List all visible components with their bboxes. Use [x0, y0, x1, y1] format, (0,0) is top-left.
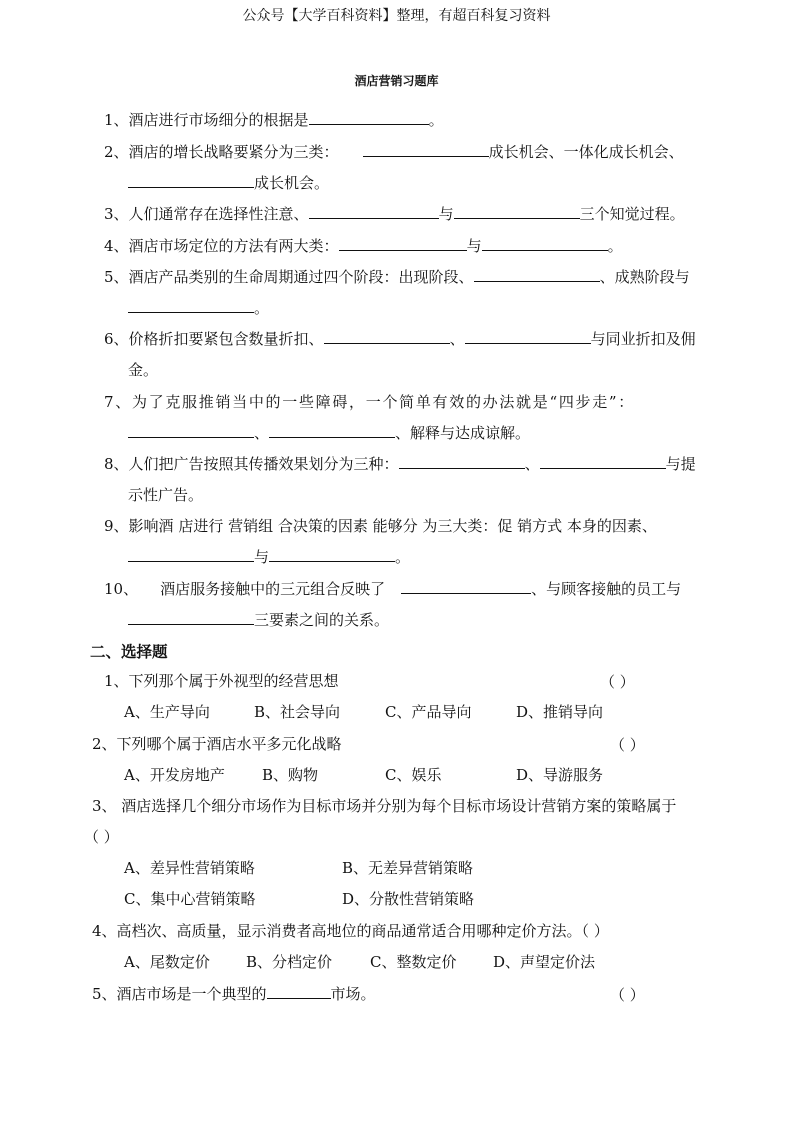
mc-option[interactable]: A、差异性营销策略	[124, 859, 255, 877]
page-title: 酒店营销习题库	[354, 74, 439, 88]
answer-blank[interactable]	[401, 579, 531, 594]
mc-option[interactable]: D、分散性营销策略	[342, 890, 475, 908]
answer-blank[interactable]	[465, 329, 591, 344]
answer-blank[interactable]	[324, 329, 450, 344]
question-text: 三个知觉过程。	[579, 205, 685, 223]
fill-question-5-cont	[128, 298, 269, 318]
question-number: 4、	[104, 237, 129, 255]
answer-blank[interactable]	[339, 236, 467, 251]
question-text: 。	[254, 299, 270, 317]
question-text: 与提	[665, 455, 696, 473]
fill-question-6	[104, 329, 696, 349]
answer-blank[interactable]	[474, 267, 600, 282]
mc-option[interactable]: D、推销导向	[516, 703, 604, 721]
question-text: 、成熟阶段与	[599, 268, 690, 286]
question-text: 与	[438, 205, 454, 223]
fill-question-5	[104, 267, 690, 287]
question-number: 8、	[104, 455, 129, 473]
answer-blank[interactable]	[363, 142, 489, 157]
question-text: 三要素之间的关系。	[254, 611, 390, 629]
answer-parens[interactable]: （ ）	[610, 986, 645, 1004]
mc-question-2: 2、下列哪个属于酒店水平多元化战略	[92, 735, 342, 753]
fill-question-8-cont	[128, 485, 203, 505]
question-text: 酒店市场定位的方法有两大类：	[128, 237, 339, 255]
mc-option[interactable]: D、导游服务	[516, 766, 604, 784]
question-number: 9、	[104, 517, 129, 535]
fill-question-10-cont	[128, 610, 389, 630]
question-number: 6、	[104, 330, 129, 348]
question-text: 人们把广告按照其传播效果划分为三种：	[128, 455, 399, 473]
fill-question-2-cont	[128, 173, 329, 193]
question-text: 与	[254, 548, 270, 566]
question-text: 、	[449, 330, 465, 348]
mc-question-5	[92, 984, 376, 1004]
fill-question-3	[104, 204, 685, 224]
answer-blank[interactable]	[540, 454, 666, 469]
page-header: 公众号【大学百科资料】整理，有超百科复习资料	[242, 8, 551, 24]
mc-option[interactable]: D、声望定价法	[493, 953, 596, 971]
fill-question-7-cont	[128, 423, 530, 443]
question-text: 价格折扣要紧包含数量折扣、	[128, 330, 324, 348]
mc-option[interactable]: C、整数定价	[370, 953, 457, 971]
fill-question-1	[104, 110, 444, 130]
answer-parens[interactable]: （ ）	[84, 828, 119, 846]
answer-blank[interactable]	[399, 454, 525, 469]
question-text: 酒店服务接触中的三元组合反映了	[160, 580, 386, 598]
question-text: 影响酒 店进行 营销组 合决策的因素 能够分 为三大类：促 销方式 本身的因素、	[128, 517, 657, 535]
answer-blank[interactable]	[269, 547, 395, 562]
question-number: 7、	[104, 393, 132, 411]
question-text: 与	[466, 237, 482, 255]
answer-blank[interactable]	[128, 298, 254, 313]
fill-question-9-cont	[128, 547, 410, 567]
question-number: 5、	[104, 268, 129, 286]
answer-blank[interactable]	[269, 423, 395, 438]
answer-blank[interactable]	[128, 547, 254, 562]
fill-question-7	[104, 392, 635, 412]
question-text: 成长机会、一体化成长机会、	[488, 143, 684, 161]
question-text: 示性广告。	[128, 486, 204, 504]
answer-blank[interactable]	[309, 204, 439, 219]
question-text: 、	[524, 455, 540, 473]
mc-option[interactable]: A、尾数定价	[124, 953, 210, 971]
answer-blank[interactable]	[309, 110, 429, 125]
fill-question-6-cont	[128, 360, 158, 380]
mc-option[interactable]: B、分档定价	[246, 953, 333, 971]
question-number: 3、	[104, 205, 129, 223]
question-text: 金。	[128, 361, 159, 379]
answer-blank[interactable]	[128, 610, 254, 625]
section-heading-choice: 二、选择题	[90, 642, 168, 661]
answer-blank[interactable]	[482, 236, 608, 251]
mc-option[interactable]: C、娱乐	[385, 766, 442, 784]
mc-option[interactable]: A、开发房地产	[124, 766, 225, 784]
question-number: 2、	[104, 143, 129, 161]
answer-blank[interactable]	[267, 984, 331, 999]
mc-option[interactable]: B、社会导向	[254, 703, 341, 721]
mc-question-3: 3、 酒店选择几个细分市场作为目标市场并分别为每个目标市场设计营销方案的策略属于	[92, 797, 677, 815]
mc-option[interactable]: B、无差异营销策略	[342, 859, 474, 877]
mc-option[interactable]: C、集中心营销策略	[124, 890, 256, 908]
fill-question-9	[104, 516, 657, 536]
question-text: 。	[607, 237, 623, 255]
question-text: 成长机会。	[254, 174, 330, 192]
question-text: 。	[428, 111, 444, 129]
fill-question-2	[104, 142, 684, 162]
question-text: 与同业折扣及佣	[590, 330, 696, 348]
mc-option[interactable]: C、产品导向	[385, 703, 472, 721]
question-text: 人们通常存在选择性注意、	[128, 205, 309, 223]
question-text: 酒店进行市场细分的根据是	[128, 111, 309, 129]
question-number: 1、	[104, 111, 129, 129]
answer-blank[interactable]	[128, 423, 254, 438]
answer-blank[interactable]	[454, 204, 580, 219]
question-text: 、与顾客接触的员工与	[531, 580, 682, 598]
mc-option[interactable]: B、购物	[262, 766, 319, 784]
question-text: 酒店产品类别的生命周期通过四个阶段：出现阶段、	[128, 268, 474, 286]
question-text: 为了克服推销当中的一些障碍，一个简单有效的办法就是“四步走”：	[131, 393, 635, 411]
answer-parens[interactable]: （ ）	[610, 736, 645, 754]
mc-question-4: 4、高档次、高质量，显示消费者高地位的商品通常适合用哪种定价方法。（ ）	[92, 922, 609, 940]
question-text: 市场。	[330, 985, 376, 1003]
answer-parens[interactable]: （ ）	[600, 673, 635, 691]
fill-question-4	[104, 236, 623, 256]
question-text: 酒店的增长战略要紧分为三类：	[128, 143, 339, 161]
mc-option[interactable]: A、生产导向	[124, 703, 210, 721]
question-number: 10、	[104, 580, 139, 598]
fill-question-10	[104, 579, 681, 599]
mc-question-1: 1、下列那个属于外视型的经营思想	[104, 672, 339, 690]
answer-blank[interactable]	[128, 173, 254, 188]
fill-question-8	[104, 454, 696, 474]
question-text: 5、酒店市场是一个典型的	[92, 985, 267, 1003]
question-text: 、	[254, 424, 270, 442]
question-text: 、解释与达成谅解。	[395, 424, 531, 442]
question-text: 。	[395, 548, 411, 566]
